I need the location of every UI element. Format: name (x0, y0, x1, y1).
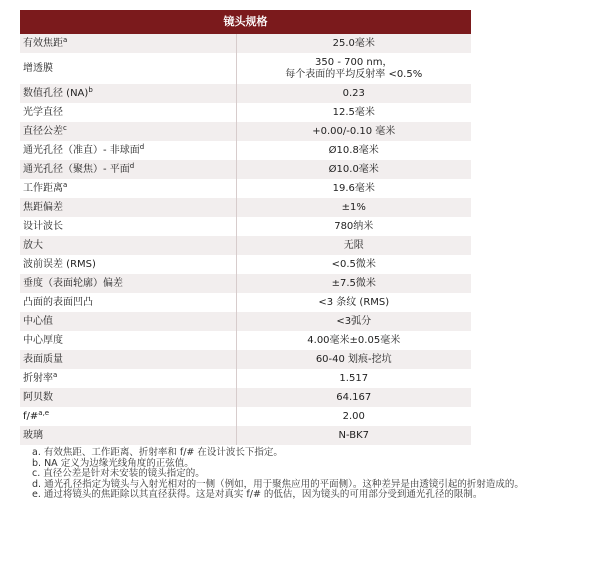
spec-label (20, 426, 236, 445)
spec-label (20, 312, 236, 331)
spec-label (20, 160, 236, 179)
spec-label (20, 293, 236, 312)
spec-label-text: 表面质量 (23, 353, 63, 365)
spec-value (236, 369, 471, 388)
spec-label (20, 53, 236, 84)
spec-label-text: 中心厚度 (23, 334, 63, 346)
table-row (20, 293, 471, 312)
spec-value-line: Ø10.0毫米 (328, 163, 379, 175)
spec-label-text: 通光孔径（准直）- 非球面 (23, 144, 140, 156)
table-row (20, 34, 471, 53)
lens-spec-table (20, 10, 471, 445)
spec-value (236, 312, 471, 331)
spec-value (236, 84, 471, 103)
spec-value-line: 每个表面的平均反射率 <0.5% (285, 68, 423, 80)
spec-label-text: 工作距离 (23, 182, 63, 194)
footnote-ref: a (63, 180, 68, 189)
spec-value (236, 217, 471, 236)
spec-label-text: 数值孔径 (NA) (23, 87, 89, 99)
spec-value-line: 无限 (343, 239, 364, 251)
spec-value (236, 160, 471, 179)
spec-value (236, 179, 471, 198)
spec-value (236, 426, 471, 445)
table-row (20, 350, 471, 369)
footnote-ref: d (139, 142, 145, 151)
spec-label (20, 217, 236, 236)
footnote-item: c. 直径公差是针对未安装的镜头指定的。 (32, 468, 205, 479)
spec-label-text: 波前误差 (RMS) (23, 258, 96, 270)
spec-label (20, 103, 236, 122)
spec-label (20, 331, 236, 350)
spec-label-text: 增透膜 (23, 62, 53, 74)
spec-value-line: 12.5毫米 (332, 106, 375, 118)
spec-label (20, 274, 236, 293)
spec-value-line: 780纳米 (334, 220, 374, 232)
spec-label (20, 369, 236, 388)
spec-label-text: 垂度（表面轮廓）偏差 (23, 277, 123, 289)
spec-value (236, 34, 471, 53)
spec-value (236, 331, 471, 350)
spec-value-line: <0.5微米 (331, 258, 376, 270)
spec-label-text: 放大 (23, 239, 43, 251)
spec-label (20, 141, 236, 160)
spec-label (20, 388, 236, 407)
table-row (20, 255, 471, 274)
table-row (20, 84, 471, 103)
footnote-ref: c (63, 123, 67, 132)
spec-table-body (20, 34, 471, 445)
spec-value (236, 407, 471, 426)
spec-value (236, 350, 471, 369)
table-row (20, 217, 471, 236)
table-row (20, 312, 471, 331)
table-row (20, 331, 471, 350)
footnote-ref: a (53, 370, 58, 379)
spec-label-text: f/# (23, 410, 39, 422)
spec-value-line: <3 条纹 (RMS) (318, 296, 390, 308)
spec-label-text: 中心值 (23, 315, 53, 327)
spec-container (20, 10, 524, 501)
footnote-ref: d (129, 161, 135, 170)
spec-value (236, 236, 471, 255)
table-row (20, 388, 471, 407)
spec-value-line: ±1% (341, 201, 366, 213)
footnote-item: a. 有效焦距、工作距离、折射率和 f/# 在设计波长下指定。 (32, 447, 283, 458)
table-row (20, 236, 471, 255)
spec-value-line: N-BK7 (338, 429, 369, 441)
spec-value (236, 255, 471, 274)
spec-label-text: 光学直径 (23, 106, 63, 118)
spec-value-line: 60-40 划痕-挖坑 (315, 353, 392, 365)
spec-value-line: 25.0毫米 (332, 37, 375, 49)
table-row (20, 426, 471, 445)
spec-value-line: ±7.5微米 (331, 277, 376, 289)
footnote-ref: a,e (38, 408, 50, 417)
table-row (20, 407, 471, 426)
spec-label (20, 122, 236, 141)
spec-value-line: Ø10.8毫米 (328, 144, 379, 156)
footnote-ref: b (88, 85, 93, 94)
footnote-item: d. 通光孔径指定为镜头与入射光相对的一侧（例如，用于聚焦应用的平面侧）。这种差异是由透镜引起的折射造成的。 (32, 478, 524, 490)
spec-value (236, 103, 471, 122)
spec-label (20, 236, 236, 255)
spec-value (236, 198, 471, 217)
table-row (20, 53, 471, 84)
spec-label-text: 直径公差 (23, 125, 63, 137)
spec-label-text: 通光孔径（聚焦）- 平面 (23, 163, 130, 175)
spec-label (20, 350, 236, 369)
spec-value-line: 2.00 (342, 410, 365, 422)
table-row (20, 179, 471, 198)
table-row (20, 103, 471, 122)
spec-value-line: 4.00毫米±0.05毫米 (307, 334, 401, 346)
spec-label-text: 折射率 (23, 372, 53, 384)
spec-value (236, 293, 471, 312)
spec-value (236, 274, 471, 293)
table-row (20, 122, 471, 141)
spec-label-text: 有效焦距 (23, 37, 63, 49)
spec-label-text: 凸面的表面凹凸 (23, 296, 93, 308)
spec-value (236, 388, 471, 407)
spec-value-line: 0.23 (342, 87, 365, 99)
spec-value-line: <3弧分 (336, 315, 372, 327)
spec-label (20, 34, 236, 53)
footnote-ref: a (63, 35, 68, 44)
spec-value-line: +0.00/-0.10 毫米 (312, 125, 396, 137)
spec-value (236, 53, 471, 84)
spec-value (236, 141, 471, 160)
spec-label-text: 设计波长 (23, 220, 63, 232)
table-row (20, 198, 471, 217)
spec-label-text: 焦距偏差 (23, 201, 63, 213)
table-row (20, 160, 471, 179)
spec-label (20, 255, 236, 274)
spec-label (20, 84, 236, 103)
table-row (20, 274, 471, 293)
spec-value-line: 19.6毫米 (332, 182, 375, 194)
spec-label-text: 玻璃 (23, 429, 43, 441)
table-title: 镜头规格 (20, 10, 471, 34)
spec-value-line: 1.517 (339, 372, 369, 384)
spec-value (236, 122, 471, 141)
footnote-item: e. 通过将镜头的焦距除以其直径获得。这是对真实 f/# 的低估，因为镜头的可用部分受到通光孔径的限制。 (32, 489, 483, 500)
footnote-item: b. NA 定义为边缘光线角度的正弦值。 (32, 457, 194, 469)
footnotes (20, 448, 595, 501)
table-row (20, 369, 471, 388)
spec-value-line: 64.167 (336, 391, 372, 403)
spec-value-line: 350 - 700 nm， (315, 56, 393, 68)
table-row (20, 141, 471, 160)
spec-label (20, 198, 236, 217)
spec-label-text: 阿贝数 (23, 391, 53, 403)
spec-label (20, 407, 236, 426)
spec-label (20, 179, 236, 198)
